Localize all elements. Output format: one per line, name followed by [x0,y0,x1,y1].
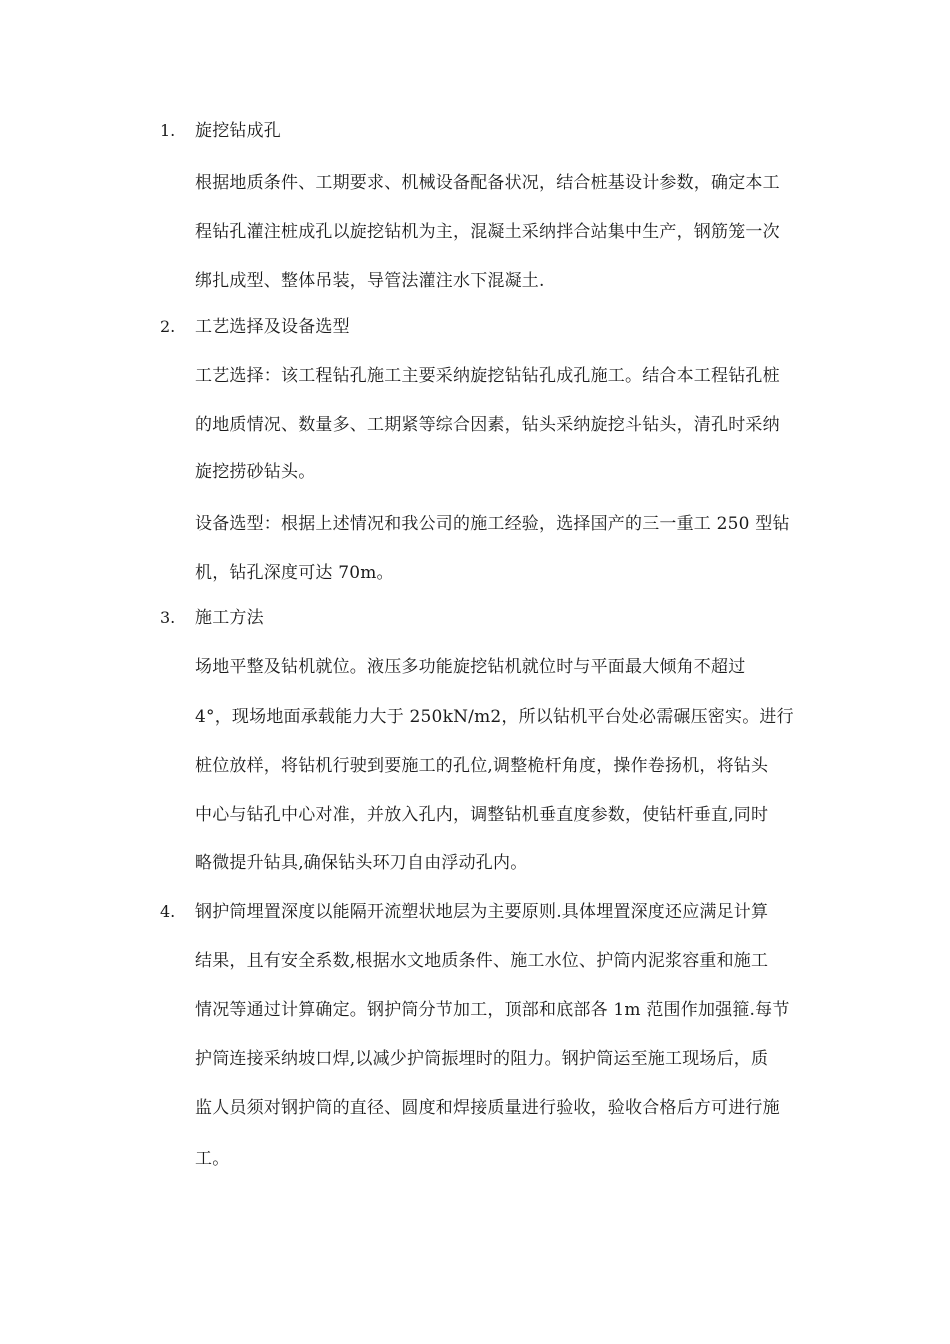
paragraph-line: 桩位放样，将钻机行驶到要施工的孔位,调整桅杆角度，操作卷扬机，将钻头 [195,756,769,776]
paragraph-line: 程钻孔灌注桩成孔以旋挖钻机为主，混凝土采纳拌合站集中生产，钢筋笼一次 [195,222,780,242]
paragraph-line: 旋挖捞砂钻头。 [195,462,316,482]
paragraph-line: 工艺选择：该工程钻孔施工主要采纳旋挖钻钻孔成孔施工。结合本工程钻孔桩 [195,366,780,386]
paragraph-line: 中心与钻孔中心对准，并放入孔内，调整钻机垂直度参数，使钻杆垂直,同时 [195,805,769,825]
section-number: 3. [160,608,176,627]
paragraph-line: 结果，且有安全系数,根据水文地质条件、施工水位、护筒内泥浆容重和施工 [195,951,769,971]
paragraph-line: 4°，现场地面承载能力大于 250kN/m2，所以钻机平台处必需碾压密实。进行 [195,707,794,727]
section-heading: 工艺选择及设备选型 [195,317,350,337]
paragraph-line: 的地质情况、数量多、工期紧等综合因素，钻头采纳旋挖斗钻头，清孔时采纳 [195,415,780,435]
section-heading: 旋挖钻成孔 [195,121,281,141]
paragraph-line: 工。 [195,1149,230,1169]
section-heading: 施工方法 [195,608,264,628]
paragraph-line: 钢护筒埋置深度以能隔开流塑状地层为主要原则.具体埋置深度还应满足计算 [195,902,769,922]
paragraph-line: 机，钻孔深度可达 70m。 [195,563,394,583]
paragraph-line: 情况等通过计算确定。钢护筒分节加工，顶部和底部各 1m 范围作加强箍.每节 [195,1000,790,1020]
paragraph-line: 根据地质条件、工期要求、机械设备配备状况，结合桩基设计参数，确定本工 [195,173,780,193]
paragraph-line: 设备选型：根据上述情况和我公司的施工经验，选择国产的三一重工 250 型钻 [195,514,790,534]
section-number: 1. [160,121,176,140]
paragraph-line: 护筒连接采纳坡口焊,以减少护筒振埋时的阻力。钢护筒运至施工现场后，质 [195,1049,769,1069]
section-number: 2. [160,317,176,336]
paragraph-line: 略微提升钻具,确保钻头环刀自由浮动孔内。 [195,853,528,873]
section-number: 4. [160,902,176,921]
paragraph-line: 场地平整及钻机就位。液压多功能旋挖钻机就位时与平面最大倾角不超过 [195,657,746,677]
paragraph-line: 绑扎成型、整体吊装，导管法灌注水下混凝土. [195,271,545,291]
paragraph-line: 监人员须对钢护筒的直径、圆度和焊接质量进行验收，验收合格后方可进行施 [195,1098,780,1118]
